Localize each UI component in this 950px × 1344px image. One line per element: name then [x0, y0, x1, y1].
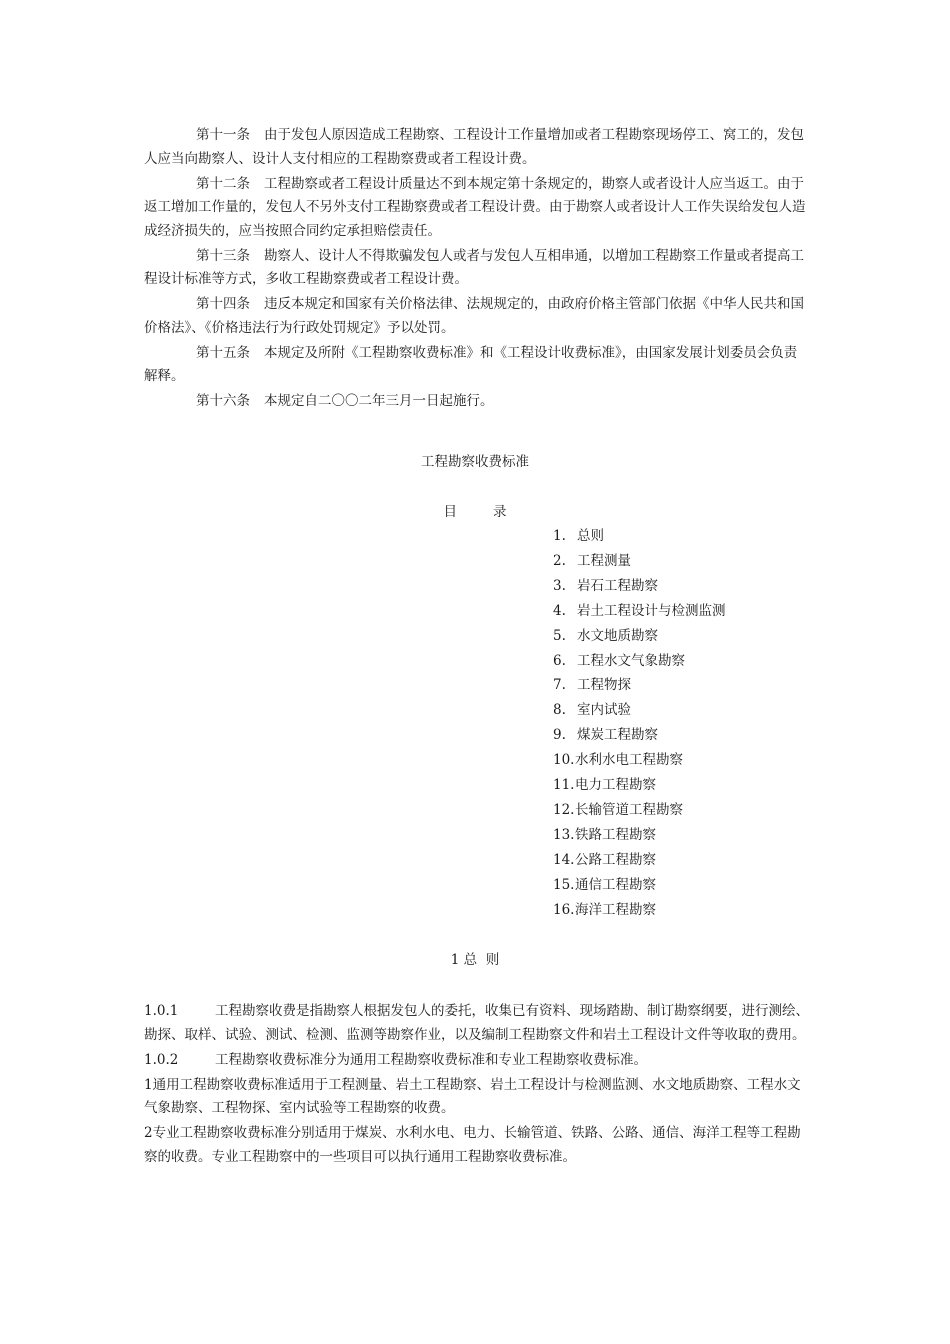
article-text: 工程勘察或者工程设计质量达不到本规定第十条规定的，勘察人或者设计人应当返工。由于返工增加工作量的，发包人不另外支付工程勘察费或者工程设计费。由于勘察人或者设计人工作失误给发包人造成经济损失的，应当按照合同约定承担赔偿责任。	[144, 175, 806, 239]
toc-item-label: 煤炭工程勘察	[577, 727, 658, 744]
toc-item	[553, 848, 726, 873]
clause-text: 工程勘察收费标准分为通用工程勘察收费标准和专业工程勘察收费标准。	[215, 1051, 647, 1068]
toc-item-number: 11.	[553, 777, 575, 794]
toc-item-number: 3.	[553, 577, 566, 594]
clauses-section	[144, 1000, 810, 1171]
toc-item-label: 水文地质勘察	[577, 627, 658, 644]
article-text: 本规定自二〇〇二年三月一日起施行。	[264, 393, 494, 409]
toc-heading-right: 录	[493, 504, 507, 520]
toc-item-label: 公路工程勘察	[575, 851, 656, 868]
article-11	[144, 124, 810, 171]
toc-item-number: 1.	[553, 528, 566, 544]
toc-item-label: 工程水文气象勘察	[577, 652, 685, 669]
clause-code: 1.0.1	[144, 1003, 179, 1019]
clause-item-2	[144, 1122, 810, 1169]
toc-item	[553, 524, 726, 549]
article-label: 第十三条	[196, 247, 250, 264]
toc-item	[553, 624, 726, 649]
toc-heading-left: 目	[443, 504, 457, 520]
clause-1-0-1	[144, 1000, 810, 1047]
toc-item	[553, 574, 726, 599]
toc-item-number: 4.	[553, 602, 566, 619]
toc-list	[553, 524, 726, 923]
toc-item	[553, 873, 726, 898]
article-label: 第十四条	[196, 296, 250, 312]
article-text: 违反本规定和国家有关价格法律、法规规定的，由政府价格主管部门依据《中华人民共和国价格法》、《价格违法行为行政处罚规定》予以处罚。	[144, 296, 804, 336]
toc-item-label: 岩土工程设计与检测监测	[577, 602, 726, 619]
toc-item	[553, 599, 726, 624]
toc-item	[553, 748, 726, 773]
article-text: 本规定及所附《工程勘察收费标准》和《工程设计收费标准》，由国家发展计划委员会负责解释。	[144, 344, 798, 384]
clause-1-0-2	[144, 1049, 810, 1073]
article-label: 第十六条	[196, 393, 250, 409]
toc-item	[553, 898, 726, 923]
toc-item-number: 8.	[553, 702, 566, 719]
article-14	[144, 293, 810, 340]
toc-heading	[0, 500, 950, 520]
toc-item-number: 7.	[553, 677, 566, 694]
toc-item	[553, 773, 726, 798]
toc-item	[553, 798, 726, 823]
toc-item-label: 岩石工程勘察	[577, 577, 658, 594]
toc-item-label: 铁路工程勘察	[575, 826, 656, 843]
clause-item-1	[144, 1074, 810, 1121]
article-label: 第十五条	[196, 344, 250, 361]
clause-text: 1通用工程勘察收费标准适用于工程测量、岩土工程勘察、岩土工程设计与检测监测、水文地质勘察、工程水文气象勘察、工程物探、室内试验等工程勘察的收费。	[144, 1076, 801, 1116]
toc-item-number: 10.	[553, 752, 575, 769]
toc-item-label: 工程物探	[577, 677, 631, 694]
article-16	[144, 390, 810, 414]
doc-title: 工程勘察收费标准	[421, 454, 529, 470]
toc-item-label: 通信工程勘察	[575, 876, 656, 893]
toc-item-number: 13.	[553, 826, 575, 843]
article-text: 由于发包人原因造成工程勘察、工程设计工作量增加或者工程勘察现场停工、窝工的，发包人应当向勘察人、设计人支付相应的工程勘察费或者工程设计费。	[144, 127, 804, 167]
toc-item	[553, 673, 726, 698]
toc-item-number: 6.	[553, 652, 566, 669]
toc-item	[553, 698, 726, 723]
toc-item-number: 2.	[553, 552, 566, 569]
toc-item-number: 14.	[553, 851, 575, 868]
toc-item-label: 长输管道工程勘察	[575, 801, 683, 818]
toc-item-number: 15.	[553, 876, 575, 893]
toc-item-label: 海洋工程勘察	[575, 901, 656, 918]
toc-item-label: 电力工程勘察	[575, 777, 656, 794]
toc-item-label: 总则	[577, 528, 604, 544]
toc-item	[553, 649, 726, 674]
article-12	[144, 173, 810, 244]
clause-text: 2专业工程勘察收费标准分别适用于煤炭、水利水电、电力、长输管道、铁路、公路、通信、海洋工程等工程勘察的收费。专业工程勘察中的一些项目可以执行通用工程勘察收费标准。	[144, 1125, 801, 1165]
toc-item-number: 5.	[553, 627, 566, 644]
article-15	[144, 342, 810, 389]
toc-item-label: 工程测量	[577, 552, 631, 569]
toc-item-number: 16.	[553, 901, 575, 918]
toc-item-number: 9.	[553, 727, 566, 744]
toc-item-number: 12.	[553, 801, 575, 818]
toc-item	[553, 823, 726, 848]
article-label: 第十一条	[196, 127, 250, 143]
clause-text: 工程勘察收费是指勘察人根据发包人的委托，收集已有资料、现场踏勘、制订勘察纲要，进行测绘、勘探、取样、试验、测试、检测、监测等勘察作业，以及编制工程勘察文件和岩土工程设计文件等收取的费用。	[144, 1003, 809, 1043]
article-label: 第十二条	[196, 175, 250, 192]
clause-code: 1.0.2	[144, 1051, 179, 1068]
articles-section	[144, 124, 810, 415]
section-title: 1 总 则	[450, 952, 500, 968]
article-13	[144, 245, 810, 292]
toc-item-label: 室内试验	[577, 702, 631, 719]
toc-item	[553, 549, 726, 574]
article-text: 勘察人、设计人不得欺骗发包人或者与发包人互相串通，以增加工程勘察工作量或者提高工程设计标准等方式，多收工程勘察费或者工程设计费。	[144, 247, 804, 287]
toc-item	[553, 723, 726, 748]
toc-item-label: 水利水电工程勘察	[575, 752, 683, 769]
